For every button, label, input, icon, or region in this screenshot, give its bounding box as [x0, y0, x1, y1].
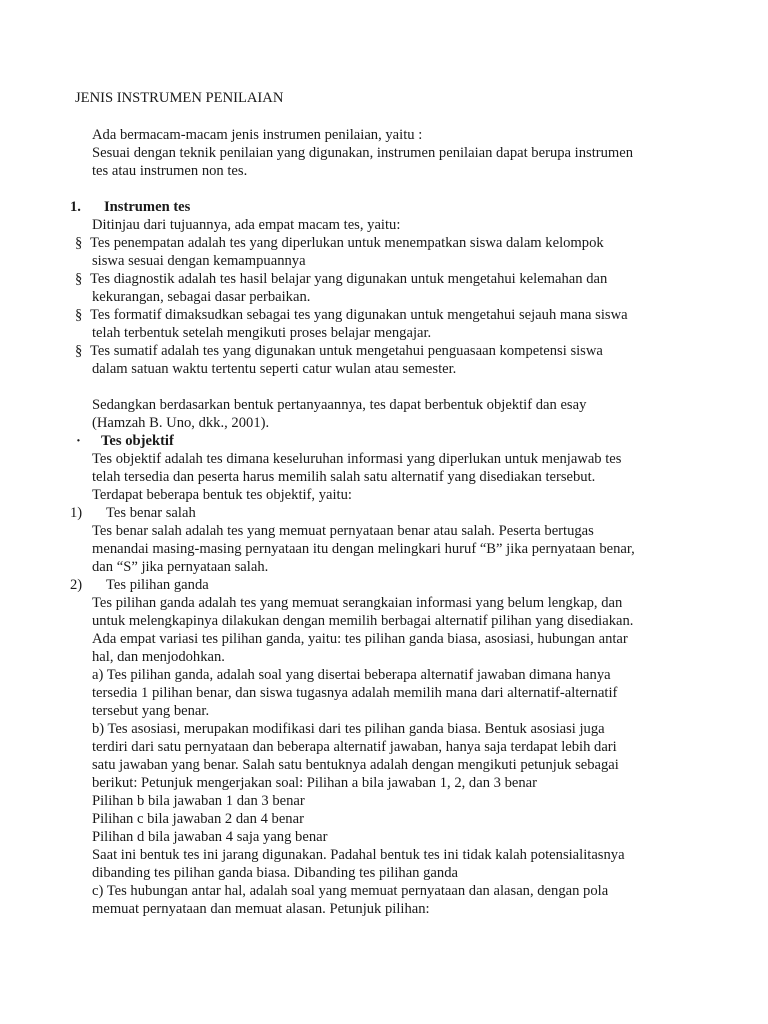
- item-heading: Tes pilihan ganda: [106, 577, 209, 593]
- bullet-text: kekurangan, sebagai dasar perbaikan.: [92, 289, 311, 305]
- intro-line: tes atau instrumen non tes.: [92, 163, 248, 179]
- form-intro-line: (Hamzah B. Uno, dkk., 2001).: [92, 415, 270, 431]
- bullet-text: dalam satuan waktu tertentu seperti catur wulan atau semester.: [92, 361, 457, 377]
- paragraph-line: Pilihan b bila jawaban 1 dan 3 benar: [92, 793, 305, 809]
- paragraph-line: Tes benar salah adalah tes yang memuat pernyataan benar atau salah. Peserta bertugas: [92, 523, 594, 539]
- paragraph-line: tersedia 1 pilihan benar, dan siswa tugasnya adalah memilih mana dari alternatif-alternatif: [92, 685, 618, 701]
- paragraph-line: Tes objektif adalah tes dimana keseluruhan informasi yang diperlukan untuk menjawab tes: [92, 451, 622, 467]
- paragraph-line: berikut: Petunjuk mengerjakan soal: Pilihan a bila jawaban 1, 2, dan 3 benar: [92, 775, 537, 791]
- paragraph-line: Saat ini bentuk tes ini jarang digunakan. Padahal bentuk tes ini tidak kalah potensialitasnya: [92, 847, 625, 863]
- paragraph-line: Ada empat variasi tes pilihan ganda, yaitu: tes pilihan ganda biasa, asosiasi, hubungan antar: [92, 631, 628, 647]
- item-number: 2): [70, 577, 83, 593]
- item-heading: Tes benar salah: [106, 505, 196, 521]
- paragraph-line: Terdapat beberapa bentuk tes objektif, yaitu:: [92, 487, 352, 503]
- section-lead: Ditinjau dari tujuannya, ada empat macam tes, yaitu:: [92, 217, 401, 233]
- document-title: JENIS INSTRUMEN PENILAIAN: [75, 90, 284, 106]
- paragraph-line: tersebut yang benar.: [92, 703, 210, 719]
- item-number: 1): [70, 505, 83, 521]
- paragraph-line: c) Tes hubungan antar hal, adalah soal yang memuat pernyataan dan alasan, dengan pola: [92, 883, 609, 899]
- paragraph-line: Pilihan d bila jawaban 4 saja yang benar: [92, 829, 328, 845]
- bullet-text: Tes penempatan adalah tes yang diperlukan untuk menempatkan siswa dalam kelompok: [90, 235, 604, 251]
- section-heading: Instrumen tes: [104, 199, 191, 215]
- paragraph-line: Pilihan c bila jawaban 2 dan 4 benar: [92, 811, 304, 827]
- form-intro-line: Sedangkan berdasarkan bentuk pertanyaannya, tes dapat berbentuk objektif dan esay: [92, 397, 587, 413]
- section-number: 1.: [70, 199, 81, 215]
- paragraph-line: terdiri dari satu pernyataan dan beberapa alternatif jawaban, hanya saja terdapat lebih dari: [92, 739, 617, 755]
- paragraph-line: dibanding tes pilihan ganda biasa. Dibanding tes pilihan ganda: [92, 865, 458, 881]
- bullet-marker: §: [75, 307, 83, 323]
- paragraph-line: dan “S” jika pernyataan salah.: [92, 559, 269, 575]
- bullet-text: Tes sumatif adalah tes yang digunakan untuk mengetahui penguasaan kompetensi siswa: [90, 343, 603, 359]
- bullet-text: Tes formatif dimaksudkan sebagai tes yang digunakan untuk mengetahui sejauh mana siswa: [90, 307, 628, 323]
- paragraph-line: untuk melengkapinya dilakukan dengan memilih berbagai alternatif pilihan yang disediakan.: [92, 613, 634, 629]
- paragraph-line: telah tersedia dan peserta harus memilih salah satu alternatif yang disediakan tersebut.: [92, 469, 596, 485]
- bullet-marker: §: [75, 271, 83, 287]
- intro-line: Sesuai dengan teknik penilaian yang digunakan, instrumen penilaian dapat berupa instrumen: [92, 145, 634, 161]
- paragraph-line: Tes pilihan ganda adalah tes yang memuat serangkaian informasi yang belum lengkap, dan: [92, 595, 623, 611]
- bullet-marker: §: [75, 235, 83, 251]
- paragraph-line: satu jawaban yang benar. Salah satu bentuknya adalah dengan mengikuti petunjuk sebagai: [92, 757, 619, 773]
- paragraph-line: menandai masing-masing pernyataan itu dengan melingkari huruf “B” jika pernyataan benar,: [92, 541, 635, 557]
- bullet-marker: §: [75, 343, 83, 359]
- intro-line: Ada bermacam-macam jenis instrumen penilaian, yaitu :: [92, 127, 423, 143]
- paragraph-line: a) Tes pilihan ganda, adalah soal yang disertai beberapa alternatif jawaban dimana hanya: [92, 667, 611, 683]
- bullet-text: telah terbentuk setelah mengikuti proses belajar mengajar.: [92, 325, 432, 341]
- paragraph-line: hal, dan menjodohkan.: [92, 649, 225, 665]
- paragraph-line: b) Tes asosiasi, merupakan modifikasi dari tes pilihan ganda biasa. Bentuk asosiasi juga: [92, 721, 605, 737]
- subsection-heading: Tes objektif: [101, 433, 174, 449]
- bullet-text: Tes diagnostik adalah tes hasil belajar yang digunakan untuk mengetahui kelemahan dan: [90, 271, 608, 287]
- bullet-text: siswa sesuai dengan kemampuannya: [92, 253, 306, 269]
- paragraph-line: memuat pernyataan dan memuat alasan. Petunjuk pilihan:: [92, 901, 430, 917]
- subsection-marker: ·: [76, 433, 81, 449]
